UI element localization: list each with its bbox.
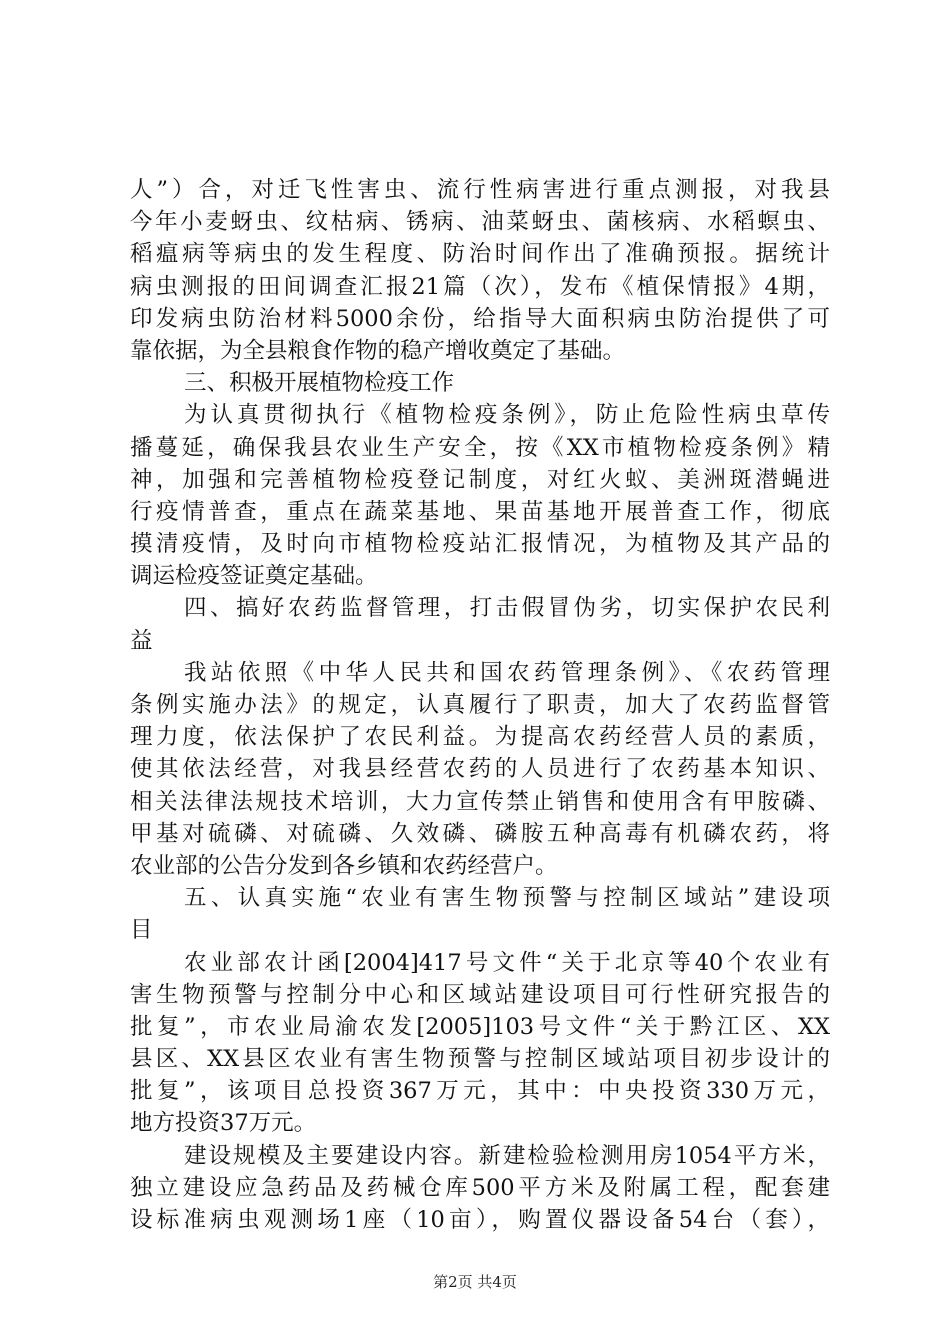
section-heading: 四、搞好农药监督管理，打击假冒伪劣，切实保护农民利 [184, 595, 830, 622]
section-heading: 五、认真实施“农业有害生物预警与控制区域站”建设项 [184, 885, 830, 912]
text-line: 摸清疫情，及时向市植物检疫站汇报情况，为植物及其产品的 [130, 531, 830, 558]
text-line: 稻瘟病等病虫的发生程度、防治时间作出了准确预报。据统计 [130, 241, 830, 268]
text-line: 独立建设应急药品及药械仓库500平方米及附属工程，配套建 [130, 1174, 830, 1201]
text-line: 甲基对硫磷、对硫磷、久效磷、磷胺五种高毒有机磷农药，将 [130, 820, 830, 847]
text-line: 行疫情普查，重点在蔬菜基地、果苗基地开展普查工作，彻底 [130, 498, 830, 525]
text-line: 靠依据，为全县粮食作物的稳产增收奠定了基础。 [130, 337, 626, 364]
text-line: 批复”，该项目总投资367万元，其中：中央投资330万元， [130, 1078, 830, 1105]
text-line: 害生物预警与控制分中心和区域站建设项目可行性研究报告的 [130, 981, 830, 1008]
text-line: 印发病虫防治材料5000余份，给指导大面积病虫防治提供了可 [130, 305, 830, 332]
text-line: 设标准病虫观测场1座（10亩），购置仪器设备54台（套）， [130, 1207, 830, 1233]
section-heading: 目 [130, 917, 153, 944]
text-line: 农业部的公告分发到各乡镇和农药经营户。 [130, 852, 558, 879]
text-line: 为认真贯彻执行《植物检疫条例》，防止危险性病虫草传 [184, 402, 830, 429]
document-body [130, 174, 830, 1236]
text-line: 神，加强和完善植物检疫登记制度，对红火蚁、美洲斑潜蝇进 [130, 466, 830, 493]
text-line: 我站依照《中华人民共和国农药管理条例》、《农药管理 [184, 659, 830, 686]
text-line: 批复”，市农业局渝农发[2005]103号文件“关于黔江区、XX [130, 1013, 830, 1040]
text-line: 条例实施办法》的规定，认真履行了职责，加大了农药监督管 [130, 692, 830, 718]
section-heading: 益 [130, 627, 153, 654]
page-number: 第2页 共4页 [433, 1273, 517, 1291]
text-line: 建设规模及主要建设内容。新建检验检测用房1054平方米， [184, 1142, 830, 1169]
text-line: 地方投资37万元。 [130, 1110, 317, 1137]
text-line: 农业部农计函[2004]417号文件“关于北京等40个农业有 [184, 949, 830, 976]
text-line: 调运检疫签证奠定基础。 [130, 563, 378, 590]
text-line: 使其依法经营，对我县经营农药的人员进行了农药基本知识、 [130, 756, 830, 783]
text-line: 播蔓延，确保我县农业生产安全，按《XX市植物检疫条例》精 [130, 434, 830, 461]
text-line: 理力度，依法保护了农民利益。为提高农药经营人员的素质， [130, 724, 830, 751]
text-line: 县区、XX县区农业有害生物预警与控制区域站项目初步设计的 [130, 1046, 830, 1073]
text-line: 相关法律法规技术培训，大力宣传禁止销售和使用含有甲胺磷、 [130, 788, 830, 815]
text-line: 病虫测报的田间调查汇报21篇（次），发布《植保情报》4期， [130, 273, 830, 300]
section-heading: 三、积极开展植物检疫工作 [184, 370, 455, 397]
text-line: 人”）合，对迁飞性害虫、流行性病害进行重点测报，对我县 [130, 177, 830, 203]
text-line: 今年小麦蚜虫、纹枯病、锈病、油菜蚜虫、菌核病、水稻螟虫、 [130, 209, 830, 236]
